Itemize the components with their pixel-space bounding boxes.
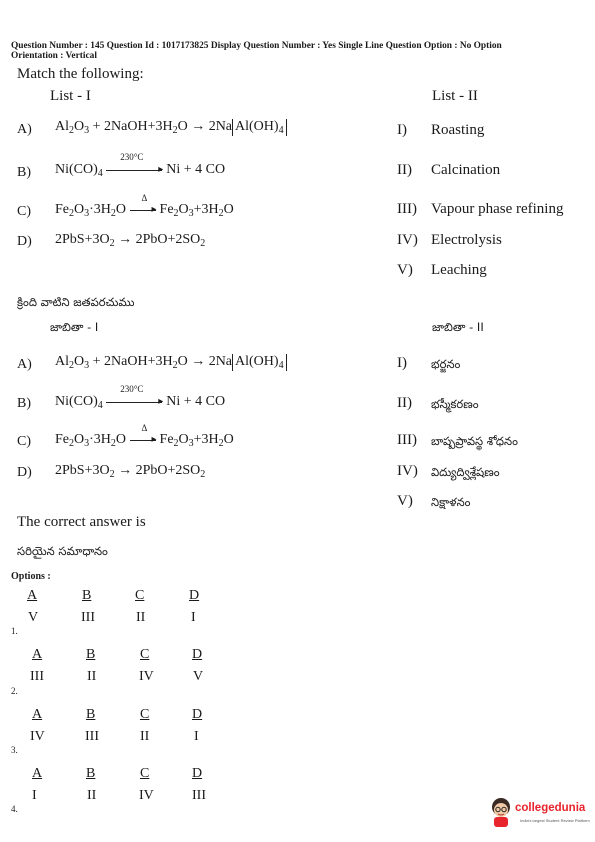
option-value: I xyxy=(191,610,196,625)
list2-key: III) xyxy=(397,201,417,217)
option-head: B xyxy=(86,766,96,781)
option-head: C xyxy=(140,707,150,722)
option-head: A xyxy=(27,588,38,603)
option-value: I xyxy=(194,729,199,744)
option-value: II xyxy=(136,610,146,625)
option-head: C xyxy=(140,766,150,781)
option-value: III xyxy=(30,669,44,684)
option-head: C xyxy=(140,647,150,662)
option-number: 4. xyxy=(11,804,18,814)
option-value: IV xyxy=(139,788,154,803)
option-head: A xyxy=(32,647,43,662)
option-value: III xyxy=(192,788,206,803)
mascot-icon xyxy=(488,796,514,828)
equation-b: $Ni(CO)_4$ 230°C ▸ Ni + 4 CO xyxy=(55,152,226,180)
option-number: 1. xyxy=(11,626,18,636)
item-key-a: A) xyxy=(17,122,32,137)
list1-title-en: List - I xyxy=(50,88,91,104)
equation-c-te: $Fe_2O_3\cdot 3H_2O$ Δ ▸ $Fe_2O_3+3H_2O$ xyxy=(55,423,234,450)
logo-name: collegedunia xyxy=(515,802,586,814)
equation-c: $Fe_2O_3\cdot 3H_2O$ Δ ▸ $Fe_2O_3+3H_2O$ xyxy=(55,193,234,220)
question-header xyxy=(11,41,502,61)
item-key-b: B) xyxy=(17,165,31,180)
item-key-c-te: C) xyxy=(17,434,31,449)
list2-key-te: V) xyxy=(397,493,413,509)
option-head: A xyxy=(32,707,43,722)
list2-key: IV) xyxy=(397,232,418,248)
item-key-a-te: A) xyxy=(17,357,32,372)
options-label: Options : xyxy=(11,571,51,582)
list2-item-te: భర్జనం xyxy=(431,357,461,371)
list2-item-te: భస్మీకరణం xyxy=(431,397,479,411)
prompt-te: క్రింది వాటిని జతపరచుము xyxy=(17,295,135,309)
option-value: III xyxy=(81,610,95,625)
list2-title-te: జాబితా - II xyxy=(432,320,484,334)
option-head: B xyxy=(82,588,92,603)
list2-item-te: విద్యుద్విశ్లేషణం xyxy=(431,465,500,479)
option-head: A xyxy=(32,766,43,781)
option-head: D xyxy=(192,766,203,781)
list2-key: II) xyxy=(397,162,412,178)
list2-item: Electrolysis xyxy=(431,232,502,248)
list2-item: Roasting xyxy=(431,122,485,138)
list2-title-en: List - II xyxy=(432,88,478,104)
list2-key-te: III) xyxy=(397,432,417,448)
list2-item-te: నిక్షాళనం xyxy=(431,495,471,509)
list2-key-te: II) xyxy=(397,395,412,411)
list2-key-te: I) xyxy=(397,355,407,371)
list2-item-te: బాష్పప్రావస్థ శోధనం xyxy=(431,434,518,448)
option-head: D xyxy=(192,647,203,662)
list1-title-te: జాబితా - I xyxy=(50,320,99,334)
option-value: II xyxy=(140,729,150,744)
option-head: C xyxy=(135,588,145,603)
option-value: III xyxy=(85,729,99,744)
list2-key: V) xyxy=(397,262,413,278)
collegedunia-logo xyxy=(488,796,590,832)
option-head: B xyxy=(86,707,96,722)
answer-prompt-te: సరియైన సమాధానం xyxy=(17,544,108,558)
option-number: 2. xyxy=(11,686,18,696)
option-value: V xyxy=(193,669,204,684)
equation-d: $2PbS+3O_2 \to 2PbO+2SO_2$ xyxy=(55,232,206,249)
option-value: II xyxy=(87,669,97,684)
list2-item: Vapour phase refining xyxy=(431,201,564,217)
equation-a: $Al_2O_3$ + $2NaOH+3H_2O \to 2Na$ $Al(OH)_4$ xyxy=(55,119,287,136)
equation-a-te: $Al_2O_3$ + $2NaOH+3H_2O \to 2Na$ $Al(OH)_4$ xyxy=(55,354,287,371)
logo-tagline: India's largest Student Review Platform xyxy=(520,818,590,823)
option-value: I xyxy=(32,788,37,803)
option-value: V xyxy=(28,610,39,625)
list2-item: Leaching xyxy=(431,262,487,278)
header-line-2: Orientation : Vertical xyxy=(11,51,97,61)
option-number: 3. xyxy=(11,745,18,755)
list2-key: I) xyxy=(397,122,407,138)
header-line-1: Question Number : 145 Question Id : 1017173825 Display Question Number : Yes Single Line Question Option : No Option xyxy=(11,41,502,51)
equation-d-te: $2PbS+3O_2 \to 2PbO+2SO_2$ xyxy=(55,463,206,480)
option-value: IV xyxy=(139,669,154,684)
equation-b-te: $Ni(CO)_4$ 230°C ▸ Ni + 4 CO xyxy=(55,384,226,412)
item-key-d: D) xyxy=(17,234,32,249)
option-head: D xyxy=(192,707,203,722)
option-value: II xyxy=(87,788,97,803)
option-head: D xyxy=(189,588,200,603)
item-key-c: C) xyxy=(17,204,31,219)
prompt-en: Match the following: xyxy=(17,66,144,82)
item-key-b-te: B) xyxy=(17,396,31,411)
list2-key-te: IV) xyxy=(397,463,418,479)
option-value: IV xyxy=(30,729,45,744)
item-key-d-te: D) xyxy=(17,465,32,480)
answer-prompt-en: The correct answer is xyxy=(17,514,146,530)
option-head: B xyxy=(86,647,96,662)
list2-item: Calcination xyxy=(431,162,501,178)
